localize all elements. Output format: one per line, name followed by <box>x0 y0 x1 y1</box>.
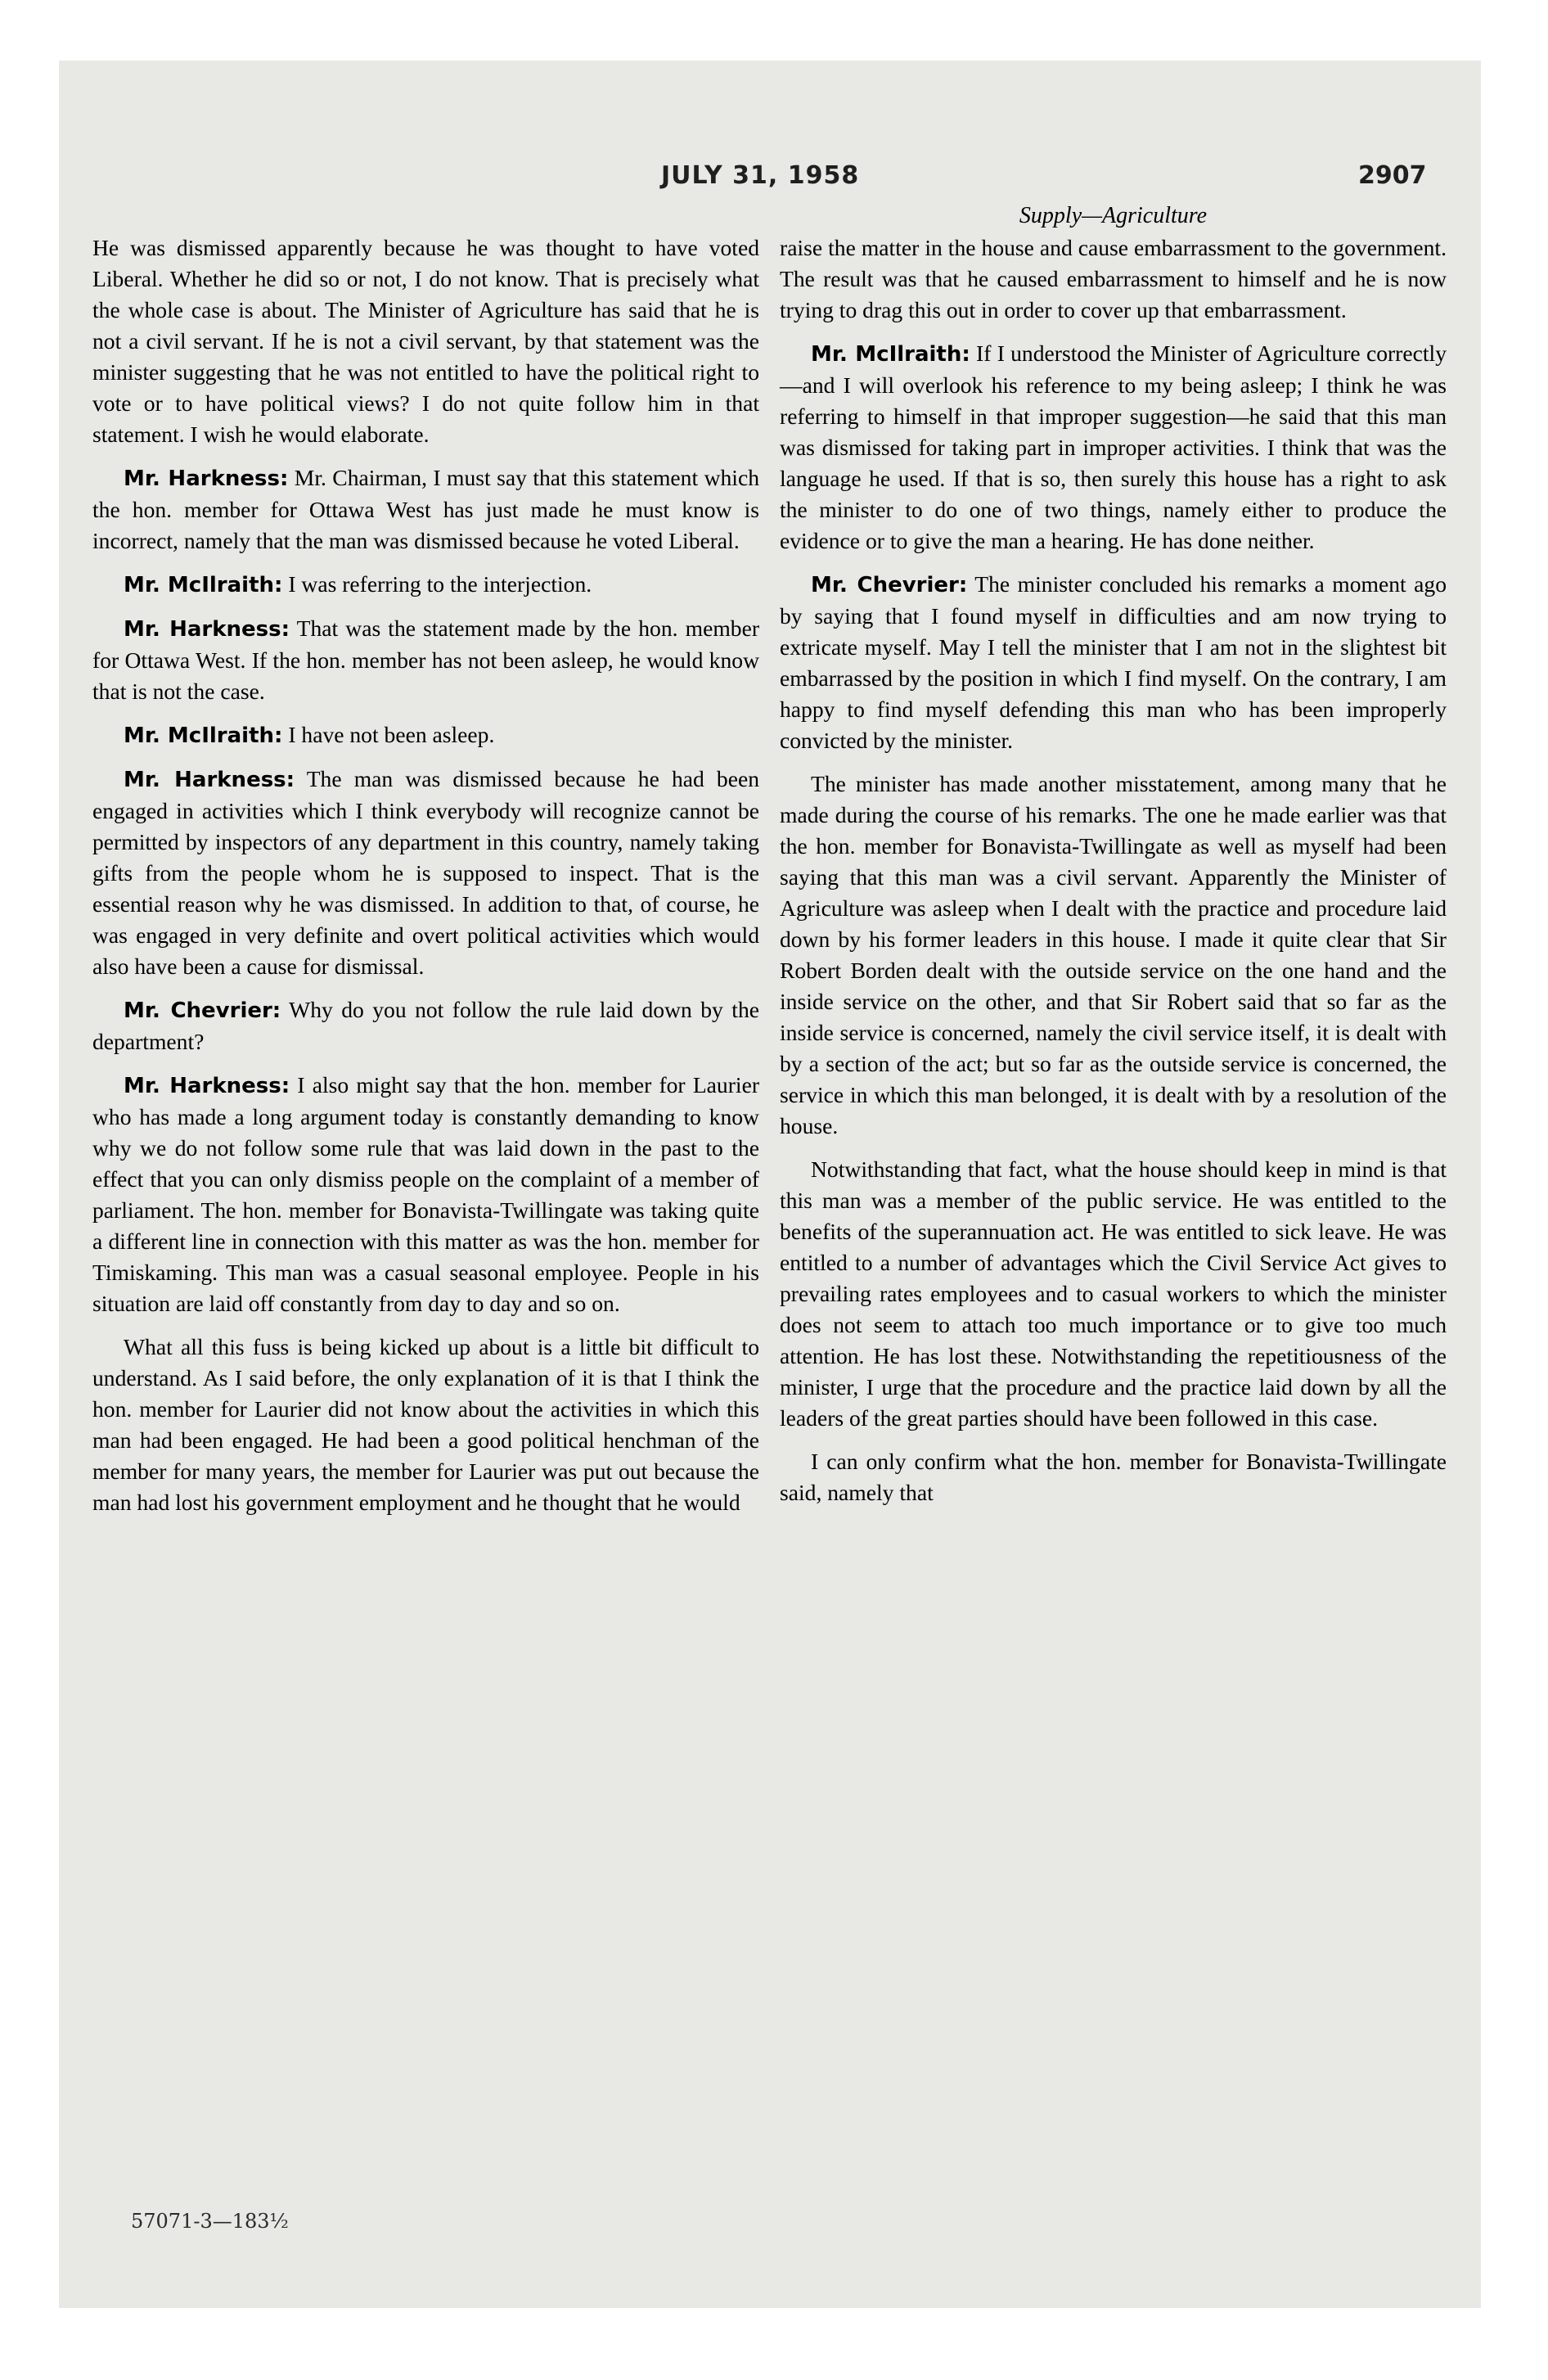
left-column <box>92 232 759 1530</box>
header-date: JULY 31, 1958 <box>661 161 860 190</box>
speech-paragraph <box>92 569 759 601</box>
speaker-name: Mr. Harkness: <box>124 467 289 491</box>
speech-paragraph <box>92 462 759 557</box>
speech-paragraph <box>780 338 1447 557</box>
paragraph <box>92 232 759 450</box>
paragraph-text: The minister has made another misstatement, among many that he made during the course of his remarks. The one he made earlier was that the hon. member for Bonavista-Twillingate as well as myself had been saying that this man was a civil servant. Apparently the Minister of Agriculture was asleep when I dealt with the practice and procedure laid down by his former leaders in this house. I made it quite clear that Sir Robert Borden dealt with the outside service on the one hand and the inside service on the other, and that Sir Robert said that so far as the inside service is concerned, namely the civil service itself, it is dealt with by a section of the act; but so far as the outside service is concerned, the service in which this man belonged, it is dealt with by a resolution of the house. <box>780 771 1447 1138</box>
speaker-name: Mr. McIlraith: <box>124 573 283 597</box>
paragraph-text: Why do you not follow the rule laid down by the department? <box>92 997 759 1054</box>
right-column <box>780 200 1447 1521</box>
speaker-name: Mr. Chevrier: <box>124 998 281 1023</box>
paragraph-text: The minister concluded his remarks a moment ago by saying that I found myself in difficulties and am now trying to extricate myself. May I tell the minister that I am not in the slightest bit embarrassed by the position in which I find myself. On the contrary, I am happy to find myself defending this man who has been improperly convicted by the minister. <box>780 571 1447 753</box>
paragraph <box>780 1154 1447 1434</box>
speaker-name: Mr. McIlraith: <box>811 342 970 367</box>
paragraph-text: What all this fuss is being kicked up about is a little bit difficult to understand. As I said before, the only explanation of it is that I think the hon. member for Laurier did not know about the activities in which this man had been engaged. He had been a good political henchman of the member for many years, the member for Laurier was put out because the man had lost his government employment and he thought that he would <box>92 1334 759 1515</box>
paragraph-text: raise the matter in the house and cause embarrassment to the government. The result was that he caused embarrassment to himself and he is now trying to drag this out in order to cover up that embarrassment. <box>780 235 1447 322</box>
paragraph-text: I have not been asleep. <box>288 722 495 747</box>
paragraph <box>780 1446 1447 1508</box>
paragraph-text: I can only confirm what the hon. member for Bonavista-Twillingate said, namely that <box>780 1449 1447 1505</box>
speech-paragraph <box>92 994 759 1057</box>
printer-signature: 57071-3—183½ <box>131 2210 289 2233</box>
paragraph <box>780 232 1447 326</box>
paragraph-text: Notwithstanding that fact, what the house should keep in mind is that this man was a member of the public service. He was entitled to the benefits of the superannuation act. He was entitled to sick leave. He was entitled to a number of advantages which the Civil Service Act gives to prevailing rates employees and to casual workers to which the minister does not seem to attach too much importance or to give too much attention. He has lost these. Notwithstanding the repetitiousness of the minister, I urge that the procedure and the practice laid down by all the leaders of the great parties should have been followed in this case. <box>780 1156 1447 1431</box>
paragraph-text: That was the statement made by the hon. member for Ottawa West. If the hon. member has not been asleep, he would know that is not the case. <box>92 615 760 704</box>
speaker-name: Mr. Harkness: <box>124 1074 290 1098</box>
speaker-name: Mr. Harkness: <box>124 617 290 642</box>
speaker-name: Mr. Chevrier: <box>811 573 968 597</box>
paragraph-text: Mr. Chairman, I must say that this statement which the hon. member for Ottawa West has just made he must know is incorrect, namely that the man was dismissed because he voted Liberal. <box>92 465 759 553</box>
paragraph-text: If I understood the Minister of Agriculture correctly—and I will overlook his reference to my being asleep; I think he was referring to himself in that improper suggestion—he said that this man was dismissed for taking part in improper activities. I think that was the language he used. If that is so, then surely this house has a right to ask the minister to do one of two things, namely either to produce the evidence or to give the man a hearing. He has done neither. <box>780 340 1447 553</box>
paragraph-text: He was dismissed apparently because he was thought to have voted Liberal. Whether he did so or not, I do not know. That is precisely what the whole case is about. The Minister of Agriculture has said that he is not a civil servant. If he is not a civil servant, by that statement was the minister suggesting that he was not entitled to have the political right to vote or to have political views? I do not quite follow him in that statement. I wish he would elaborate. <box>92 235 759 447</box>
speaker-name: Mr. Harkness: <box>124 768 295 792</box>
speech-paragraph <box>780 569 1447 756</box>
paragraph-text: I also might say that the hon. member for Laurier who has made a long argument today is constantly demanding to know why we do not follow some rule that was laid down in the past to the effect that you can only dismiss people on the complaint of a member of parliament. The hon. member for Bonavista-Twillingate was taking quite a different line in connection with this matter as was the hon. member for Timiskaming. This man was a casual seasonal employee. People in his situation are laid off constantly from day to day and so on. <box>92 1072 760 1316</box>
paragraph-text: The man was dismissed because he had been engaged in activities which I think everybody will recognize cannot be permitted by inspectors of any department in this country, namely taking gifts from the people whom he is supposed to inspect. That is the essential reason why he was dismissed. In addition to that, of course, he was engaged in very definite and overt political activities which would also have been a cause for dismissal. <box>92 766 760 979</box>
running-head: Supply—Agriculture <box>1019 203 1208 228</box>
speech-paragraph <box>92 613 759 707</box>
speech-paragraph <box>92 1070 759 1319</box>
speaker-name: Mr. McIlraith: <box>124 723 283 748</box>
page-number: 2907 <box>1358 161 1427 190</box>
paragraph-text: I was referring to the interjection. <box>288 571 592 597</box>
paragraph <box>780 769 1447 1142</box>
speech-paragraph <box>92 719 759 751</box>
paragraph <box>92 1332 759 1518</box>
speech-paragraph <box>92 764 759 982</box>
